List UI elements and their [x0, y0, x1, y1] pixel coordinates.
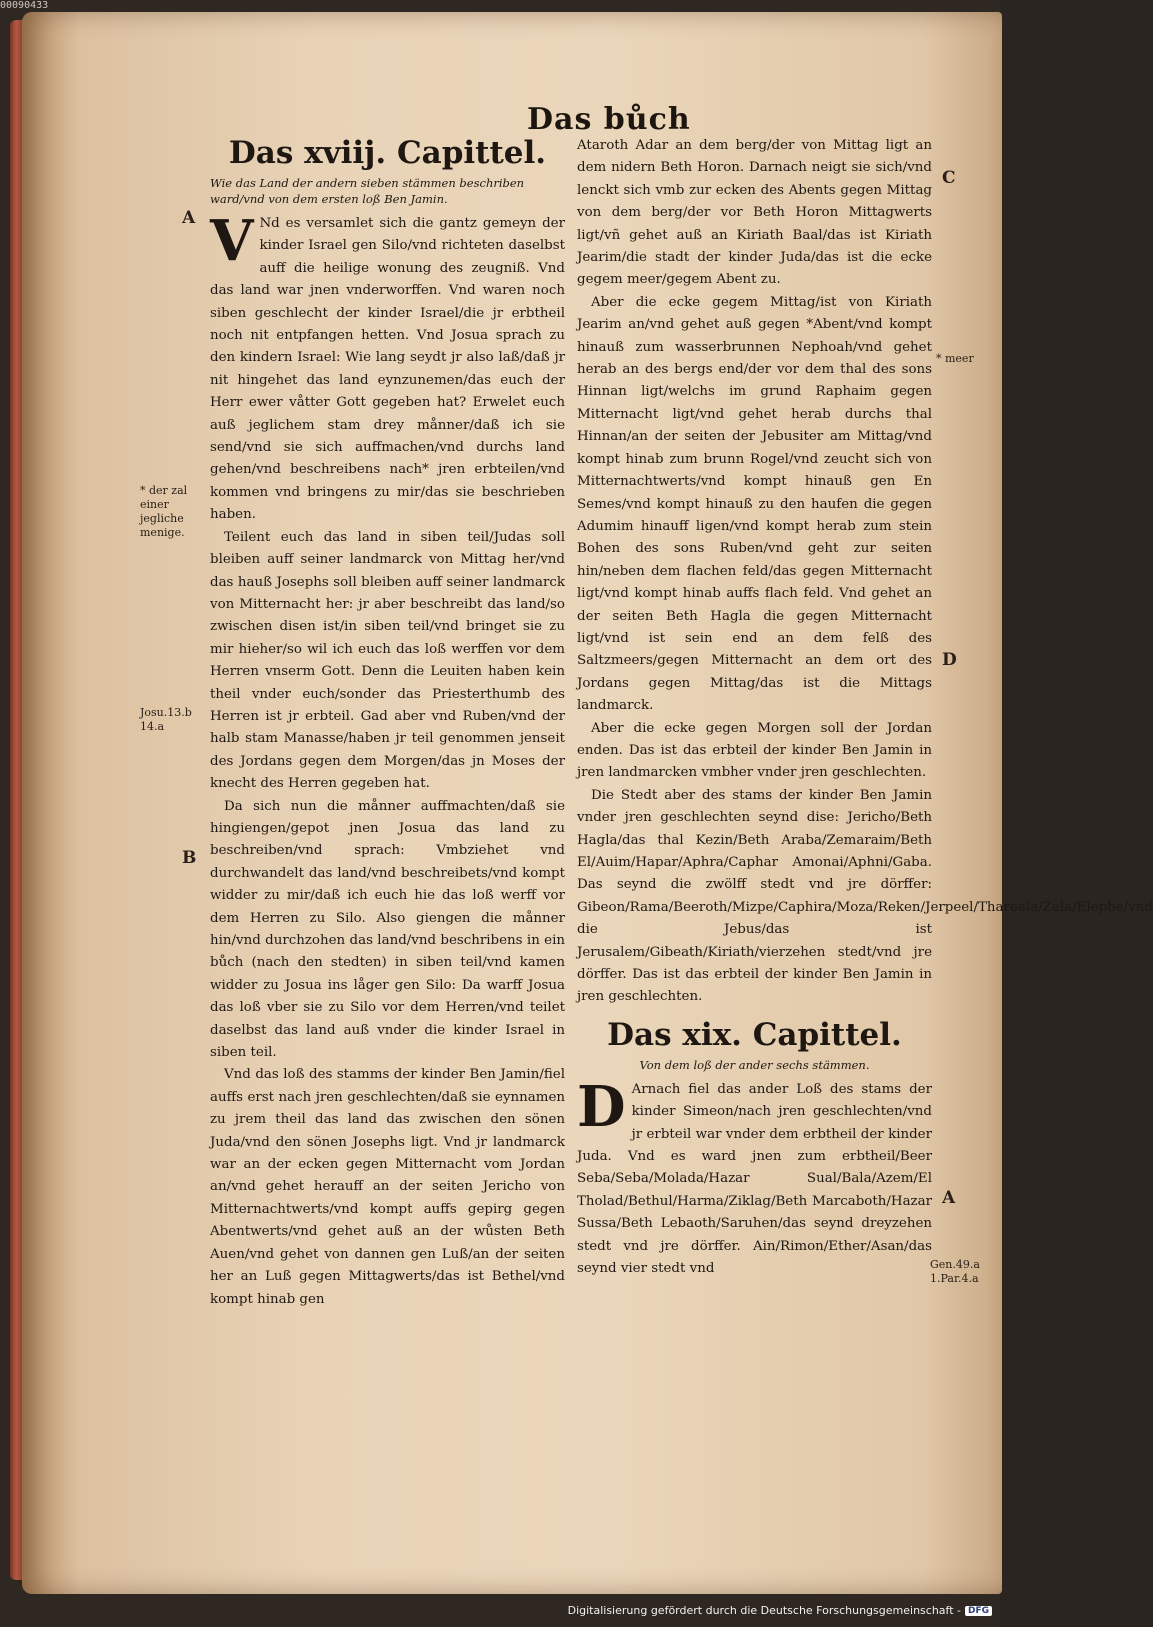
chapter-title-18: Das xviij. Capittel.	[228, 135, 547, 171]
margin-note: Josu.13.b 14.a	[140, 706, 192, 733]
initial-letter: V	[210, 208, 254, 274]
paragraph: Teilent euch das land in siben teil/Judas soll bleiben auff seiner landmarck von Mittag her/vnd das hauß Josephs soll bleiben auff seiner landmarck von Mitternacht her: jr aber beschreibt das land/so zwischen disen ist/in siben teil/vnd bringet sie zu mir hieher/so wil ich euch das loß werffen vor dem Herren vnserm Gott. Denn die Leuiten haben kein theil vnder euch/sonder das Priesterthumb des Herren ist jr erbteil. Gad aber vnd Ruben/vnd der halb stam Manasse/haben jr teil genommen jenseit des Jordans gegen dem Morgen/das jn Moses der knecht des Herren gegeben hat.	[210, 529, 565, 792]
scan-id-label: 00090433	[0, 0, 49, 11]
margin-note: Gen.49.a 1.Par.4.a	[930, 1258, 980, 1285]
paragraph: Nd es versamlet sich die gantz gemeyn der kinder Israel gen Silo/vnd richteten daselbst auff die heilige wonung des zeugniß. Vnd das land war jnen vnderworffen. Vnd waren noch siben geschlecht der kinder Israel/die jr erbtheil noch nit entpfangen hetten. Vnd Josua sprach zu den kindern Israel: Wie lang seydt jr also laß/daß jr nit hingehet das land eynzunemen/das euch der Herr ewer våtter Gott gegeben hat? Erwelet euch auß jeglichem stam drey månner/daß ich sie send/vnd sie sich auffmachen/vnd durchs land gehen/vnd beschreibens nach* jren erbteilen/vnd kommen vnd bringens zu mir/das sie beschrieben haben.	[210, 216, 565, 523]
dfg-logo: DFG	[965, 1606, 992, 1616]
right-body-2	[577, 1073, 932, 1281]
paragraph: Da sich nun die månner auffmachten/daß sie hingiengen/gepot jnen Josua das land zu beschreiben/vnd sprach: Vmbziehet vnd durchwandelt das land/vnd beschreibets/vnd kompt widder zu mir/daß ich euch hie das loß werff vor dem Herren zu Silo. Also giengen die månner hin/vnd durchzohen das land/vnd beschribens in ein bůch (nach den stedten) in siben teil/vnd kamen widder zu Josua ins låger gen Silo: Da warff Josua das loß vber sie zu Silo vor dem Herren/vnd teilet daselbst das land auß vnder die kinder Israel in siben teil.	[210, 798, 565, 1061]
section-mark-d: D	[942, 650, 957, 670]
section-mark-a2: A	[942, 1188, 956, 1208]
margin-note: * meer	[936, 352, 974, 365]
left-body	[210, 208, 565, 1311]
paragraph: Aber die ecke gegem Mittag/ist von Kiriath Jearim an/vnd gehet auß gegen *Abent/vnd kompt hinauß zum wasserbrunnen Nephoah/vnd gehet herab an des bergs end/der vor dem thal des sons Hinnan ligt/welchs im grund Raphaim gegen Mitternacht ligt/vnd gehet herab durchs thal Hinnan/an der seiten der Jebusiter am Mittag/vnd kompt hinab zum brunn Rogel/vnd zeucht sich von Mitternachtwerts/vnd kompt hinauß gen En Semes/vnd kompt hinauß zu den haufen die gegen Adumim hinauff ligen/vnd kompt herab zum stein Bohen des sons Ruben/vnd geht zur seiten hin/neben dem flachen feld/das gegen Mitternacht ligt/vnd kompt hinab auffs flach feld. Vnd gehet an der seiten Beth Hagla die gegen Mitternacht ligt/vnd ist sein end an dem felß des Saltzmeers/gegen Mitternacht an dem ort des Jordans gegen Mittag/das ist die Mittags landmarck.	[577, 294, 932, 714]
chapter-title-19: Das xix. Capittel.	[607, 1016, 902, 1053]
paragraph: Arnach fiel das ander Loß des stams der kinder Simeon/nach jren geschlechten/vnd jr erbteil war vnder dem erbtheil der kinder Juda. Vnd es ward jnen zum erbtheil/Beer Seba/Seba/Molada/Hazar Sual/Bala/Azem/El Tholad/Bethul/Harma/Ziklag/Beth Marcaboth/Hazar Sussa/Beth Lebaoth/Saruhen/das seynd dreyzehen stedt vnd jre dörffer. Ain/Rimon/Ether/Asan/das seynd vier stedt vnd	[577, 1081, 932, 1277]
paragraph: Vnd das loß des stamms der kinder Ben Jamin/fiel auffs erst nach jren geschlechten/daß sie eynnamen zu jrem theil das land das zwischen den sönen Juda/vnd den sönen Josephs ligt. Vnd jr landmarck war an der ecken gegen Mitternacht vom Jordan an/vnd gehet herauff an der seiten Jericho von Mitternachtwerts/vnd kompt auffs gepirg gegen Abentwerts/vnd gehet auß an der wůsten Beth Auen/vnd gehet von dannen gen Luß/an der seiten her an Luß gegen Mittagwerts/das ist Bethel/vnd kompt hinab gen	[210, 1067, 565, 1307]
section-mark-c: C	[942, 168, 956, 188]
left-column	[210, 135, 565, 1311]
section-mark-a: A	[182, 208, 196, 228]
digitization-footer	[568, 1604, 992, 1617]
paragraph: Die Stedt aber des stams der kinder Ben Jamin vnder jren geschlechten seynd dise: Jericho/Beth Hagla/das thal Kezin/Beth Araba/Zemaraim/Beth El/Auim/Hapar/Aphra/Caphar Amonai/Aphni/Gaba. Das seynd die zwölff stedt vnd jre dörffer: Gibeon/Rama/Beeroth/Mizpe/Caphira/Moza/Reken/Jerpeel/Thareala/Zela/Elephe/vnd die Jebus/das ist Jerusalem/Gibeath/Kiriath/vierzehen stedt/vnd jre dörffer. Das ist das erbteil der kinder Ben Jamin in jren geschlechten.	[577, 787, 1153, 1005]
right-body	[577, 135, 1153, 1009]
section-mark-b: B	[182, 848, 197, 868]
paragraph: Ataroth Adar an dem berg/der von Mittag ligt an dem nidern Beth Horon. Darnach neigt sie sich/vnd lenckt sich vmb zur ecken des Abents gegen Mittag von dem berg/der vor Beth Horon Mittagwerts ligt/vñ gehet auß an Kiriath Baal/das ist Kiriath Jearim/die stadt der kinder Juda/das ist die ecke gegem meer/gegem Abent zu.	[577, 138, 932, 288]
initial-letter: D	[577, 1073, 626, 1140]
running-head: Das bůch	[527, 102, 691, 137]
footer-text: Digitalisierung gefördert durch die Deutsche Forschungsgemeinschaft -	[567, 1604, 961, 1617]
margin-note: * der zal einer jegliche menige.	[140, 484, 188, 539]
chapter-summary-19: Von dem loß der ander sechs stämmen.	[639, 1057, 870, 1072]
chapter-summary-18: Wie das Land der andern sieben stämmen beschriben ward/vnd von dem ersten loß Ben Jamin.	[210, 176, 525, 206]
paragraph: Aber die ecke gegen Morgen soll der Jordan enden. Das ist das erbteil der kinder Ben Jamin in jren landmarcken vmbher vnder jren geschlechten.	[577, 720, 932, 781]
